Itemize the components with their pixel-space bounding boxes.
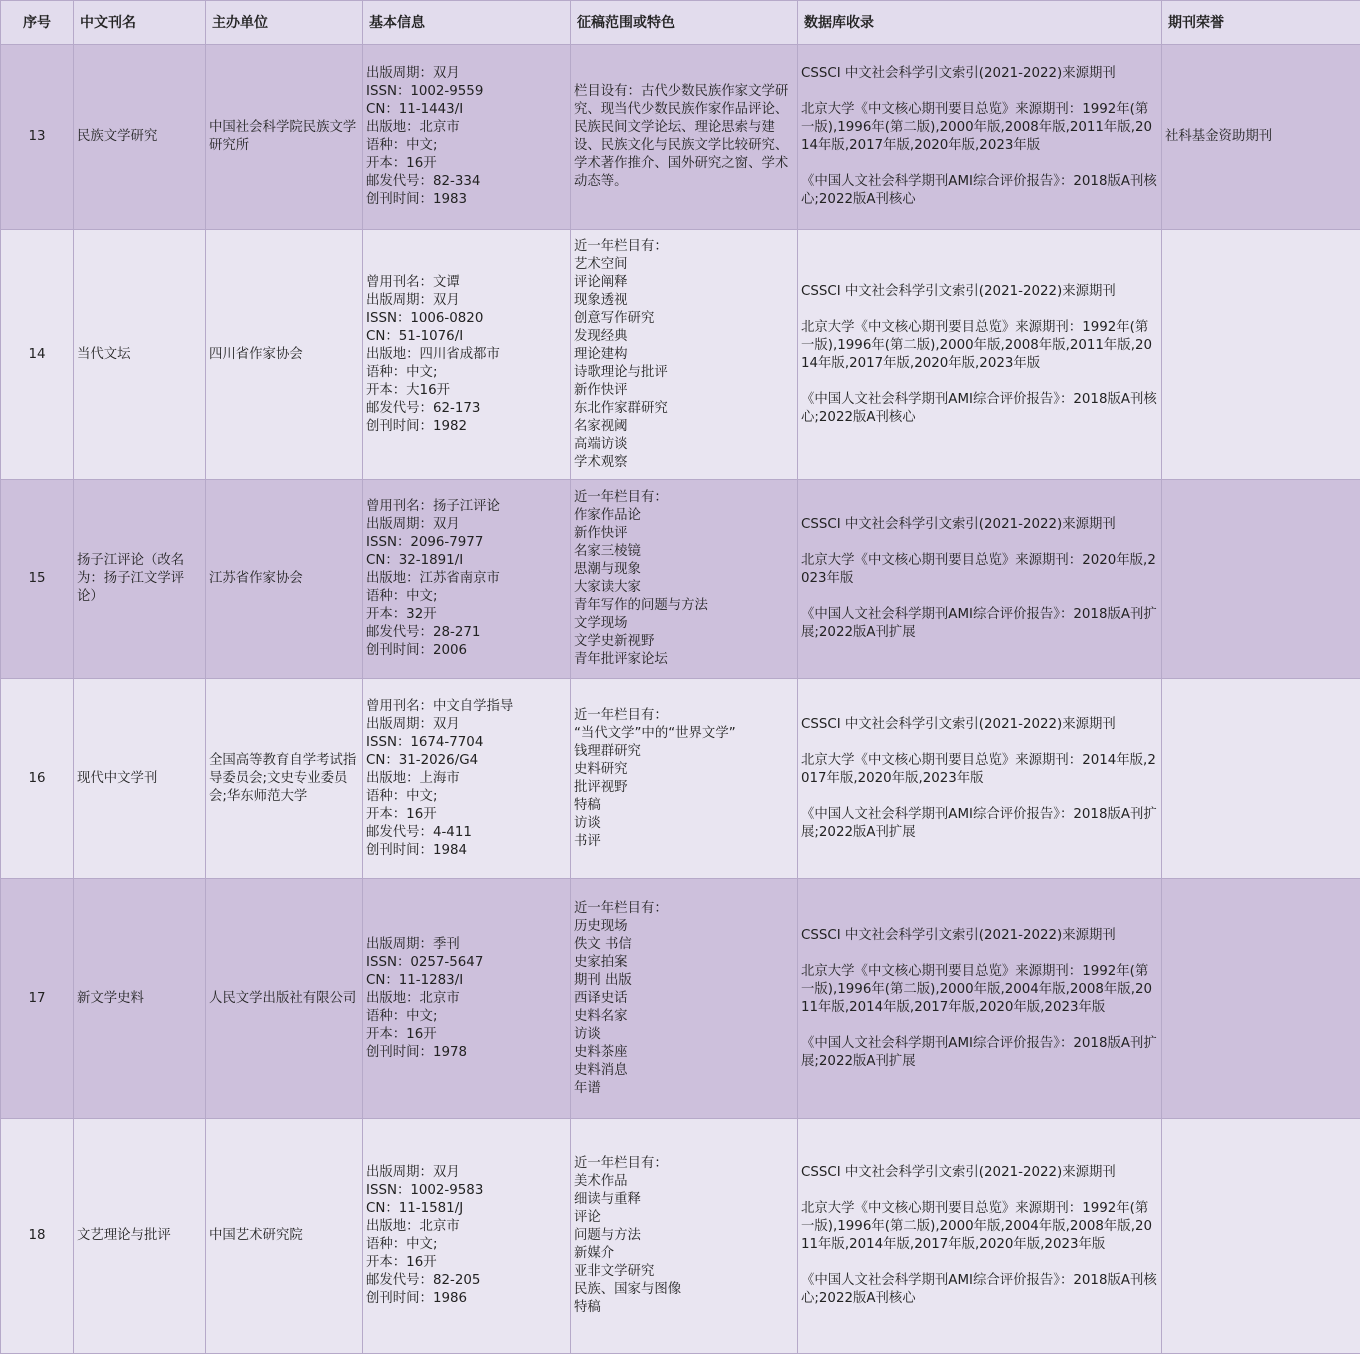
- row-number: 16: [1, 679, 74, 879]
- basic-info-line: 语种：中文;: [366, 1236, 567, 1254]
- scope-line: 诗歌理论与批评: [574, 364, 794, 382]
- scope-line: 名家三棱镜: [574, 543, 794, 561]
- basic-info-line: CN：11-1443/I: [366, 101, 567, 119]
- scope-line: 史料名家: [574, 1008, 794, 1026]
- cssci-entry: CSSCI 中文社会科学引文索引(2021-2022)来源期刊: [801, 65, 1158, 83]
- spacer: [801, 734, 1158, 752]
- basic-info-line: 出版地：北京市: [366, 1218, 567, 1236]
- scope-line: 近一年栏目有：: [574, 489, 794, 507]
- basic-info-line: 邮发代号：4-411: [366, 824, 567, 842]
- journal-name: 当代文坛: [74, 230, 206, 480]
- scope-line: 栏目设有：古代少数民族作家文学研究、现当代少数民族作家作品评论、民族民间文学论坛、理论思索与建设、民族文化与民族文学比较研究、学术著作推介、国外研究之窗、学术动态等。: [574, 83, 794, 191]
- spacer: [801, 1254, 1158, 1272]
- table-row: [1, 1119, 1360, 1354]
- basic-info-line: 语种：中文;: [366, 364, 567, 382]
- row-number: 17: [1, 879, 74, 1119]
- scope-line: 近一年栏目有：: [574, 238, 794, 256]
- journal-name: 新文学史料: [74, 879, 206, 1119]
- scope-line: 创意写作研究: [574, 310, 794, 328]
- cssci-entry: CSSCI 中文社会科学引文索引(2021-2022)来源期刊: [801, 283, 1158, 301]
- database-cell: [798, 679, 1162, 879]
- scope-line: 钱理群研究: [574, 743, 794, 761]
- ami-entry: 《中国人文社会科学期刊AMI综合评价报告》：2018版A刊扩展;2022版A刊扩展: [801, 806, 1158, 842]
- basic-info-line: ISSN：2096-7977: [366, 534, 567, 552]
- scope-cell: [571, 679, 798, 879]
- scope-line: 书评: [574, 833, 794, 851]
- cssci-entry: CSSCI 中文社会科学引文索引(2021-2022)来源期刊: [801, 927, 1158, 945]
- scope-line: 访谈: [574, 1026, 794, 1044]
- spacer: [801, 534, 1158, 552]
- database-cell: [798, 45, 1162, 230]
- scope-line: 文学现场: [574, 615, 794, 633]
- header-no: 序号: [1, 1, 74, 45]
- spacer: [801, 301, 1158, 319]
- basic-info-line: 创刊时间：2006: [366, 642, 567, 660]
- database-cell: [798, 230, 1162, 480]
- scope-line: 问题与方法: [574, 1227, 794, 1245]
- basic-info-line: 出版周期：双月: [366, 292, 567, 310]
- basic-info-line: 开本：大16开: [366, 382, 567, 400]
- spacer: [801, 945, 1158, 963]
- basic-info-cell: [363, 879, 571, 1119]
- cssci-entry: CSSCI 中文社会科学引文索引(2021-2022)来源期刊: [801, 716, 1158, 734]
- scope-cell: [571, 1119, 798, 1354]
- spacer: [801, 155, 1158, 173]
- database-cell: [798, 879, 1162, 1119]
- basic-info-line: 创刊时间：1978: [366, 1044, 567, 1062]
- scope-line: 思潮与现象: [574, 561, 794, 579]
- sponsor-unit: 四川省作家协会: [206, 230, 363, 480]
- scope-line: 史料消息: [574, 1062, 794, 1080]
- scope-line: 访谈: [574, 815, 794, 833]
- table-row: [1, 45, 1360, 230]
- scope-line: 东北作家群研究: [574, 400, 794, 418]
- basic-info-line: 创刊时间：1983: [366, 191, 567, 209]
- basic-info-cell: [363, 679, 571, 879]
- sponsor-unit: 全国高等教育自学考试指导委员会;文史专业委员会;华东师范大学: [206, 679, 363, 879]
- basic-info-line: 出版周期：季刊: [366, 936, 567, 954]
- scope-line: 新媒介: [574, 1245, 794, 1263]
- scope-line: 亚非文学研究: [574, 1263, 794, 1281]
- spacer: [801, 588, 1158, 606]
- basic-info-line: 出版周期：双月: [366, 716, 567, 734]
- scope-line: 青年写作的问题与方法: [574, 597, 794, 615]
- basic-info-line: 开本：16开: [366, 155, 567, 173]
- pku-core-entry: 北京大学《中文核心期刊要目总览》来源期刊：1992年(第一版),1996年(第二版),2000年版,2004年版,2008年版,2011年版,2014年版,2017年版,2020年版,2023年版: [801, 1200, 1158, 1254]
- spacer: [801, 1017, 1158, 1035]
- basic-info-line: 出版地：北京市: [366, 119, 567, 137]
- sponsor-unit: 江苏省作家协会: [206, 480, 363, 679]
- basic-info-line: 邮发代号：82-205: [366, 1272, 567, 1290]
- ami-entry: 《中国人文社会科学期刊AMI综合评价报告》：2018版A刊核心;2022版A刊核心: [801, 173, 1158, 209]
- scope-line: 年谱: [574, 1080, 794, 1098]
- basic-info-line: 曾用刊名：中文自学指导: [366, 698, 567, 716]
- basic-info-line: CN：31-2026/G4: [366, 752, 567, 770]
- scope-line: 新作快评: [574, 525, 794, 543]
- header-database: 数据库收录: [798, 1, 1162, 45]
- basic-info-cell: [363, 45, 571, 230]
- scope-line: 特稿: [574, 1299, 794, 1317]
- scope-line: 历史现场: [574, 918, 794, 936]
- basic-info-line: 开本：16开: [366, 1254, 567, 1272]
- spacer: [801, 788, 1158, 806]
- header-name: 中文刊名: [74, 1, 206, 45]
- journal-honor: [1162, 1119, 1360, 1354]
- journal-name: 民族文学研究: [74, 45, 206, 230]
- cssci-entry: CSSCI 中文社会科学引文索引(2021-2022)来源期刊: [801, 1164, 1158, 1182]
- header-honor: 期刊荣誉: [1162, 1, 1360, 45]
- table-row: [1, 879, 1360, 1119]
- header-basic-info: 基本信息: [363, 1, 571, 45]
- scope-cell: [571, 230, 798, 480]
- ami-entry: 《中国人文社会科学期刊AMI综合评价报告》：2018版A刊扩展;2022版A刊扩展: [801, 606, 1158, 642]
- basic-info-line: 邮发代号：82-334: [366, 173, 567, 191]
- row-number: 18: [1, 1119, 74, 1354]
- basic-info-cell: [363, 1119, 571, 1354]
- scope-line: 民族、国家与图像: [574, 1281, 794, 1299]
- table-row: [1, 230, 1360, 480]
- basic-info-line: 创刊时间：1982: [366, 418, 567, 436]
- scope-line: 特稿: [574, 797, 794, 815]
- sponsor-unit: 人民文学出版社有限公司: [206, 879, 363, 1119]
- basic-info-line: 出版地：江苏省南京市: [366, 570, 567, 588]
- basic-info-line: ISSN：0257-5647: [366, 954, 567, 972]
- header-sponsor: 主办单位: [206, 1, 363, 45]
- basic-info-line: 语种：中文;: [366, 137, 567, 155]
- pku-core-entry: 北京大学《中文核心期刊要目总览》来源期刊：2014年版,2017年版,2020年版,2023年版: [801, 752, 1158, 788]
- table-row: [1, 679, 1360, 879]
- journal-honor: [1162, 879, 1360, 1119]
- scope-line: 艺术空间: [574, 256, 794, 274]
- scope-line: 近一年栏目有：: [574, 900, 794, 918]
- spacer: [801, 373, 1158, 391]
- scope-line: 高端访谈: [574, 436, 794, 454]
- scope-line: 史料研究: [574, 761, 794, 779]
- journal-honor: [1162, 480, 1360, 679]
- basic-info-line: 出版周期：双月: [366, 516, 567, 534]
- basic-info-line: 邮发代号：62-173: [366, 400, 567, 418]
- basic-info-line: CN：32-1891/I: [366, 552, 567, 570]
- basic-info-line: 出版地：北京市: [366, 990, 567, 1008]
- scope-cell: [571, 879, 798, 1119]
- spacer: [801, 1182, 1158, 1200]
- ami-entry: 《中国人文社会科学期刊AMI综合评价报告》：2018版A刊核心;2022版A刊核心: [801, 391, 1158, 427]
- basic-info-line: 邮发代号：28-271: [366, 624, 567, 642]
- sponsor-unit: 中国社会科学院民族文学研究所: [206, 45, 363, 230]
- basic-info-line: 曾用刊名：文谭: [366, 274, 567, 292]
- header-row: [1, 1, 1360, 45]
- scope-line: 近一年栏目有：: [574, 1155, 794, 1173]
- journal-honor: [1162, 230, 1360, 480]
- scope-line: 美术作品: [574, 1173, 794, 1191]
- scope-line: 史料茶座: [574, 1044, 794, 1062]
- scope-line: 新作快评: [574, 382, 794, 400]
- pku-core-entry: 北京大学《中文核心期刊要目总览》来源期刊：1992年(第一版),1996年(第二版),2000年版,2008年版,2011年版,2014年版,2017年版,2020年版,2023年版: [801, 101, 1158, 155]
- basic-info-cell: [363, 230, 571, 480]
- basic-info-line: 创刊时间：1986: [366, 1290, 567, 1308]
- basic-info-line: CN：11-1283/I: [366, 972, 567, 990]
- basic-info-line: 开本：32开: [366, 606, 567, 624]
- scope-line: 作家作品论: [574, 507, 794, 525]
- journal-name: 扬子江评论（改名为：扬子江文学评论）: [74, 480, 206, 679]
- basic-info-line: 出版周期：双月: [366, 1164, 567, 1182]
- scope-line: 近一年栏目有：: [574, 707, 794, 725]
- basic-info-line: CN：11-1581/J: [366, 1200, 567, 1218]
- scope-line: 评论阐释: [574, 274, 794, 292]
- ami-entry: 《中国人文社会科学期刊AMI综合评价报告》：2018版A刊核心;2022版A刊核心: [801, 1272, 1158, 1308]
- scope-line: 文学史新视野: [574, 633, 794, 651]
- basic-info-line: ISSN：1002-9559: [366, 83, 567, 101]
- header-scope: 征稿范围或特色: [571, 1, 798, 45]
- basic-info-line: ISSN：1674-7704: [366, 734, 567, 752]
- scope-line: 名家视阈: [574, 418, 794, 436]
- scope-line: 期刊 出版: [574, 972, 794, 990]
- scope-line: 批评视野: [574, 779, 794, 797]
- basic-info-cell: [363, 480, 571, 679]
- basic-info-line: 开本：16开: [366, 806, 567, 824]
- scope-line: 学术观察: [574, 454, 794, 472]
- scope-line: 史家拍案: [574, 954, 794, 972]
- scope-line: 大家读大家: [574, 579, 794, 597]
- basic-info-line: 语种：中文;: [366, 588, 567, 606]
- scope-line: 评论: [574, 1209, 794, 1227]
- scope-line: 西译史话: [574, 990, 794, 1008]
- spacer: [801, 83, 1158, 101]
- basic-info-line: CN：51-1076/I: [366, 328, 567, 346]
- scope-line: 青年批评家论坛: [574, 651, 794, 669]
- basic-info-line: 创刊时间：1984: [366, 842, 567, 860]
- basic-info-line: 语种：中文;: [366, 788, 567, 806]
- basic-info-line: 出版地：四川省成都市: [366, 346, 567, 364]
- basic-info-line: ISSN：1006-0820: [366, 310, 567, 328]
- journal-name: 文艺理论与批评: [74, 1119, 206, 1354]
- scope-cell: [571, 45, 798, 230]
- scope-line: 理论建构: [574, 346, 794, 364]
- row-number: 14: [1, 230, 74, 480]
- table-row: [1, 480, 1360, 679]
- ami-entry: 《中国人文社会科学期刊AMI综合评价报告》：2018版A刊扩展;2022版A刊扩展: [801, 1035, 1158, 1071]
- scope-line: 现象透视: [574, 292, 794, 310]
- journal-name: 现代中文学刊: [74, 679, 206, 879]
- scope-line: “当代文学”中的“世界文学”: [574, 725, 794, 743]
- row-number: 13: [1, 45, 74, 230]
- basic-info-line: 曾用刊名：扬子江评论: [366, 498, 567, 516]
- basic-info-line: 语种：中文;: [366, 1008, 567, 1026]
- basic-info-line: 出版周期：双月: [366, 65, 567, 83]
- pku-core-entry: 北京大学《中文核心期刊要目总览》来源期刊：2020年版,2023年版: [801, 552, 1158, 588]
- row-number: 15: [1, 480, 74, 679]
- scope-line: 细读与重释: [574, 1191, 794, 1209]
- scope-line: 佚文 书信: [574, 936, 794, 954]
- cssci-entry: CSSCI 中文社会科学引文索引(2021-2022)来源期刊: [801, 516, 1158, 534]
- sponsor-unit: 中国艺术研究院: [206, 1119, 363, 1354]
- database-cell: [798, 1119, 1162, 1354]
- pku-core-entry: 北京大学《中文核心期刊要目总览》来源期刊：1992年(第一版),1996年(第二版),2000年版,2008年版,2011年版,2014年版,2017年版,2020年版,2023年版: [801, 319, 1158, 373]
- database-cell: [798, 480, 1162, 679]
- basic-info-line: 开本：16开: [366, 1026, 567, 1044]
- basic-info-line: 出版地：上海市: [366, 770, 567, 788]
- scope-cell: [571, 480, 798, 679]
- journal-honor: [1162, 679, 1360, 879]
- basic-info-line: ISSN：1002-9583: [366, 1182, 567, 1200]
- journal-honor: 社科基金资助期刊: [1162, 45, 1360, 230]
- scope-line: 发现经典: [574, 328, 794, 346]
- pku-core-entry: 北京大学《中文核心期刊要目总览》来源期刊：1992年(第一版),1996年(第二版),2000年版,2004年版,2008年版,2011年版,2014年版,2017年版,2020年版,2023年版: [801, 963, 1158, 1017]
